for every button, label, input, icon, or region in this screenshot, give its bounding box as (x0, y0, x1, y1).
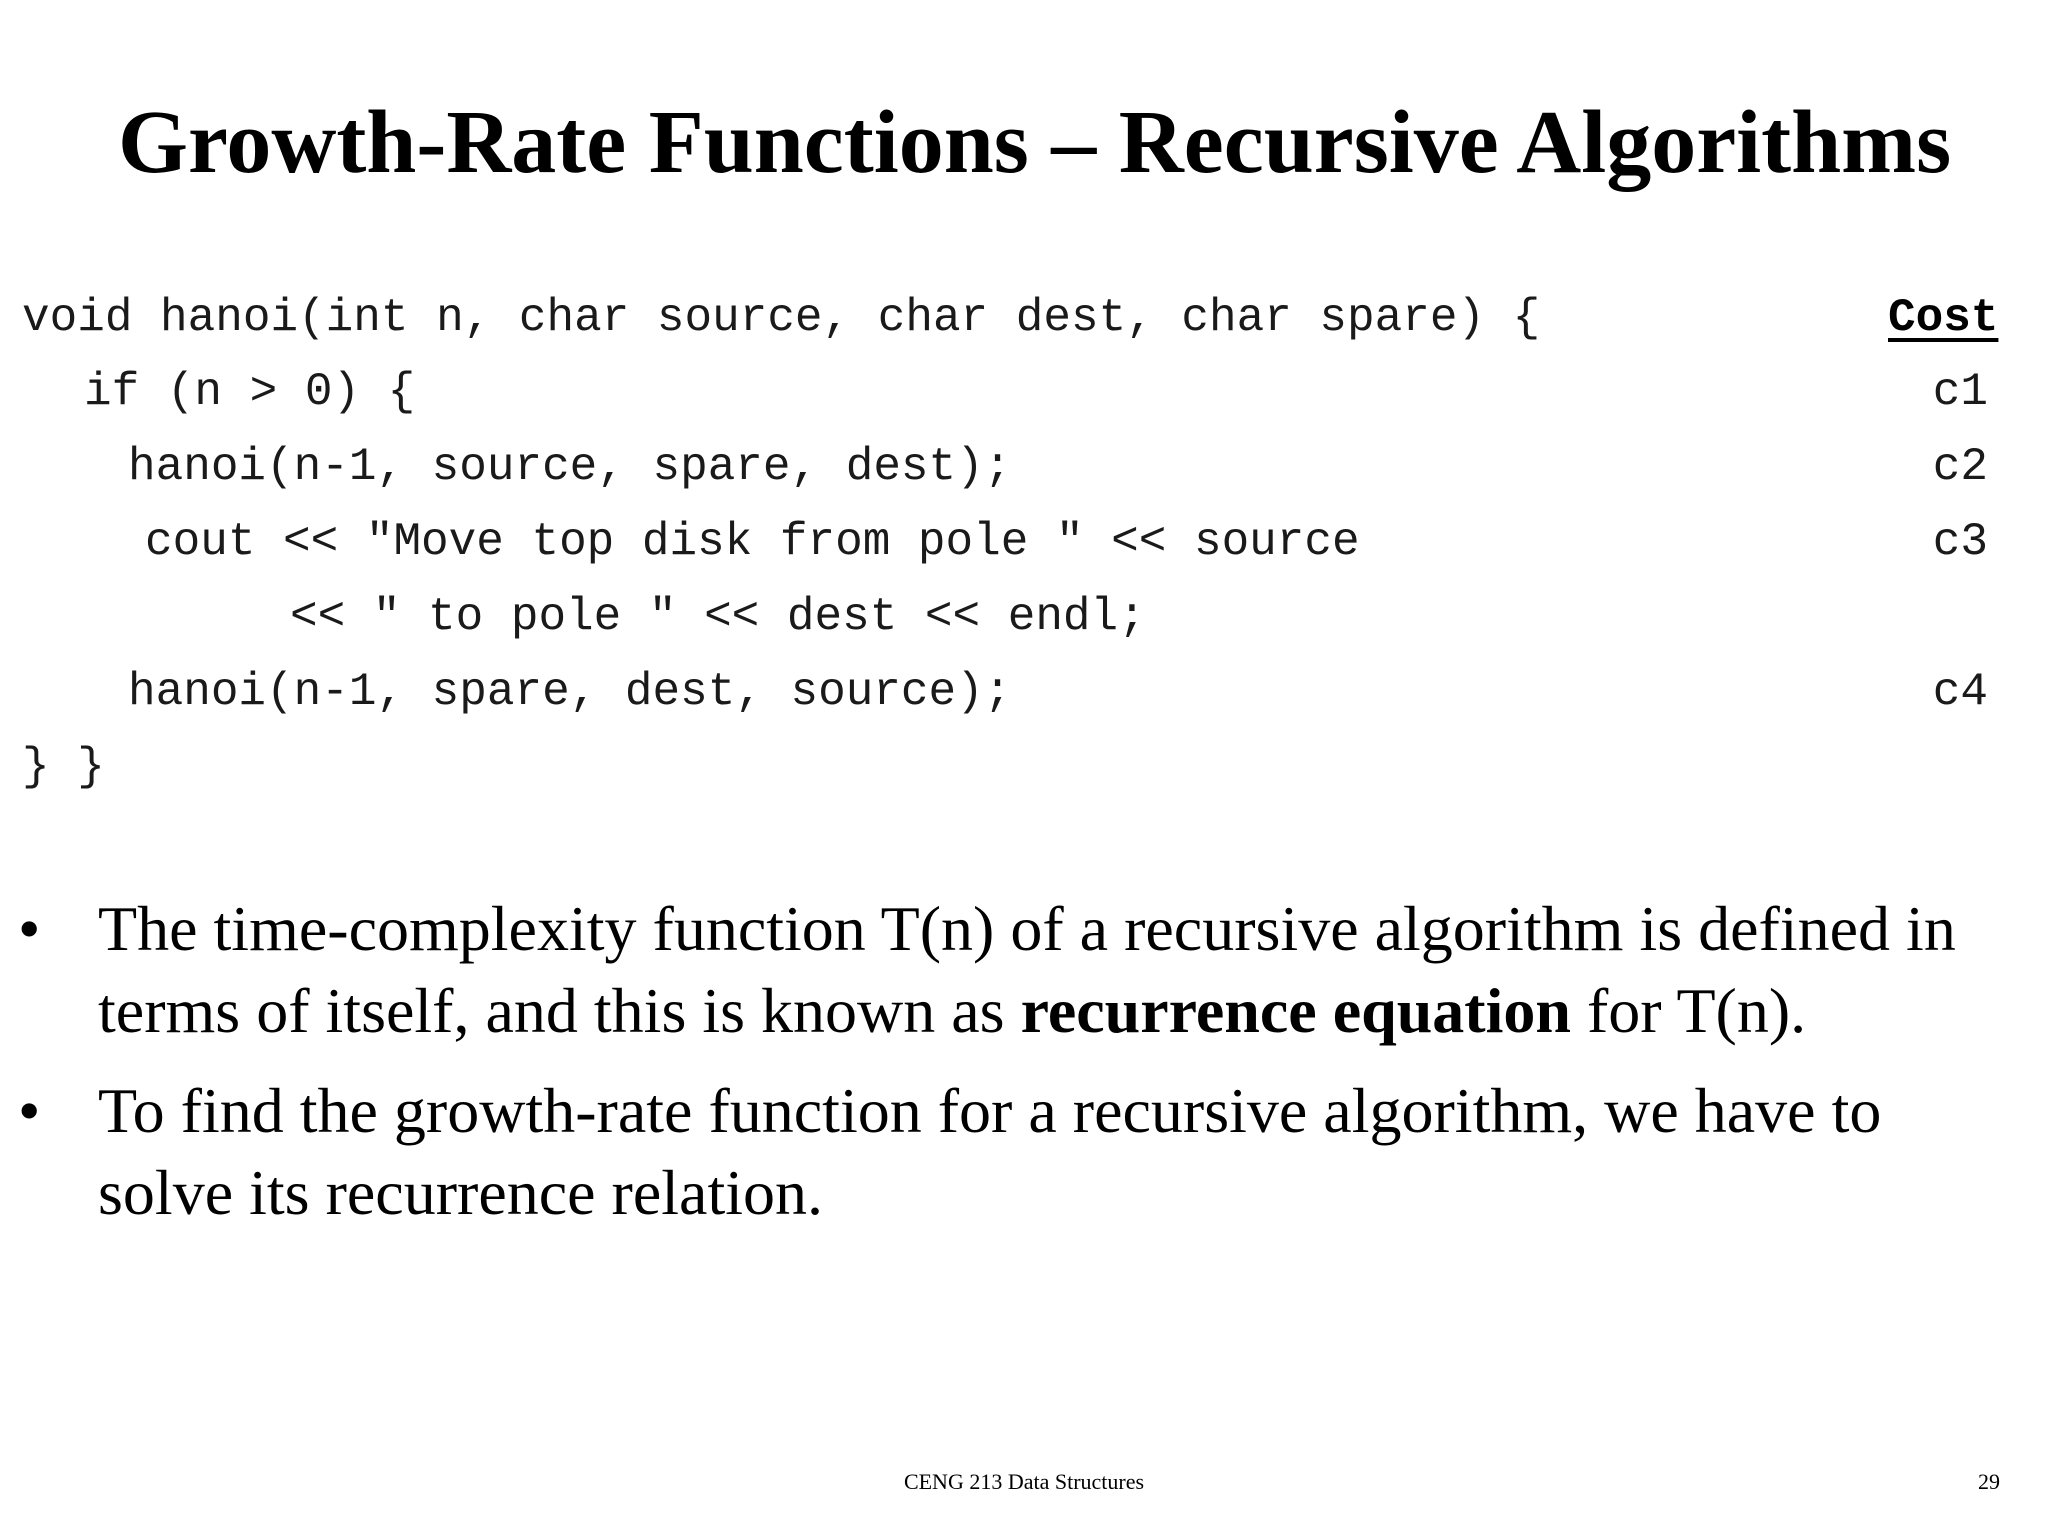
code-line-closing-braces: } } (22, 741, 105, 793)
cost-header: Cost (1888, 292, 1999, 344)
slide-title: Growth-Rate Functions – Recursive Algorithms (118, 93, 1952, 192)
bullet-text: To find the growth-rate function for a recursive algorithm, we have to solve its recurrence relation. (98, 1075, 1882, 1228)
cost-c4: c4 (1932, 666, 1988, 718)
code-line-if-condition: if (n > 0) { (84, 366, 416, 418)
bold-term-recurrence-equation: recurrence equation (1020, 975, 1571, 1046)
code-line-second-recursive-call: hanoi(n-1, spare, dest, source); (128, 666, 1012, 718)
cost-c3: c3 (1932, 516, 1988, 568)
bullet-text: The time-complexity function T(n) of a recursive algorithm is defined in terms of itself, and this is known as recurrence equation for T(n). (98, 893, 1956, 1046)
bullet-dot-icon: • (18, 1075, 41, 1146)
bullet-list (0, 888, 2048, 1252)
code-line-first-recursive-call: hanoi(n-1, source, spare, dest); (128, 441, 1012, 493)
code-line-cout-statement: cout << "Move top disk from pole " << source (145, 516, 1360, 568)
cost-c2: c2 (1932, 441, 1988, 493)
bullet-item-solve-recurrence (0, 1070, 2048, 1234)
code-line-function-signature: void hanoi(int n, char source, char dest, char spare) { (22, 292, 1541, 344)
bullet-item-recurrence-definition (0, 888, 2048, 1052)
footer-course-name: CENG 213 Data Structures (903, 1469, 1145, 1494)
footer-page-number: 29 (1978, 1469, 2000, 1494)
bullet-dot-icon: • (18, 893, 41, 964)
cost-c1: c1 (1932, 366, 1988, 418)
code-line-cout-continuation: << " to pole " << dest << endl; (290, 591, 1146, 643)
